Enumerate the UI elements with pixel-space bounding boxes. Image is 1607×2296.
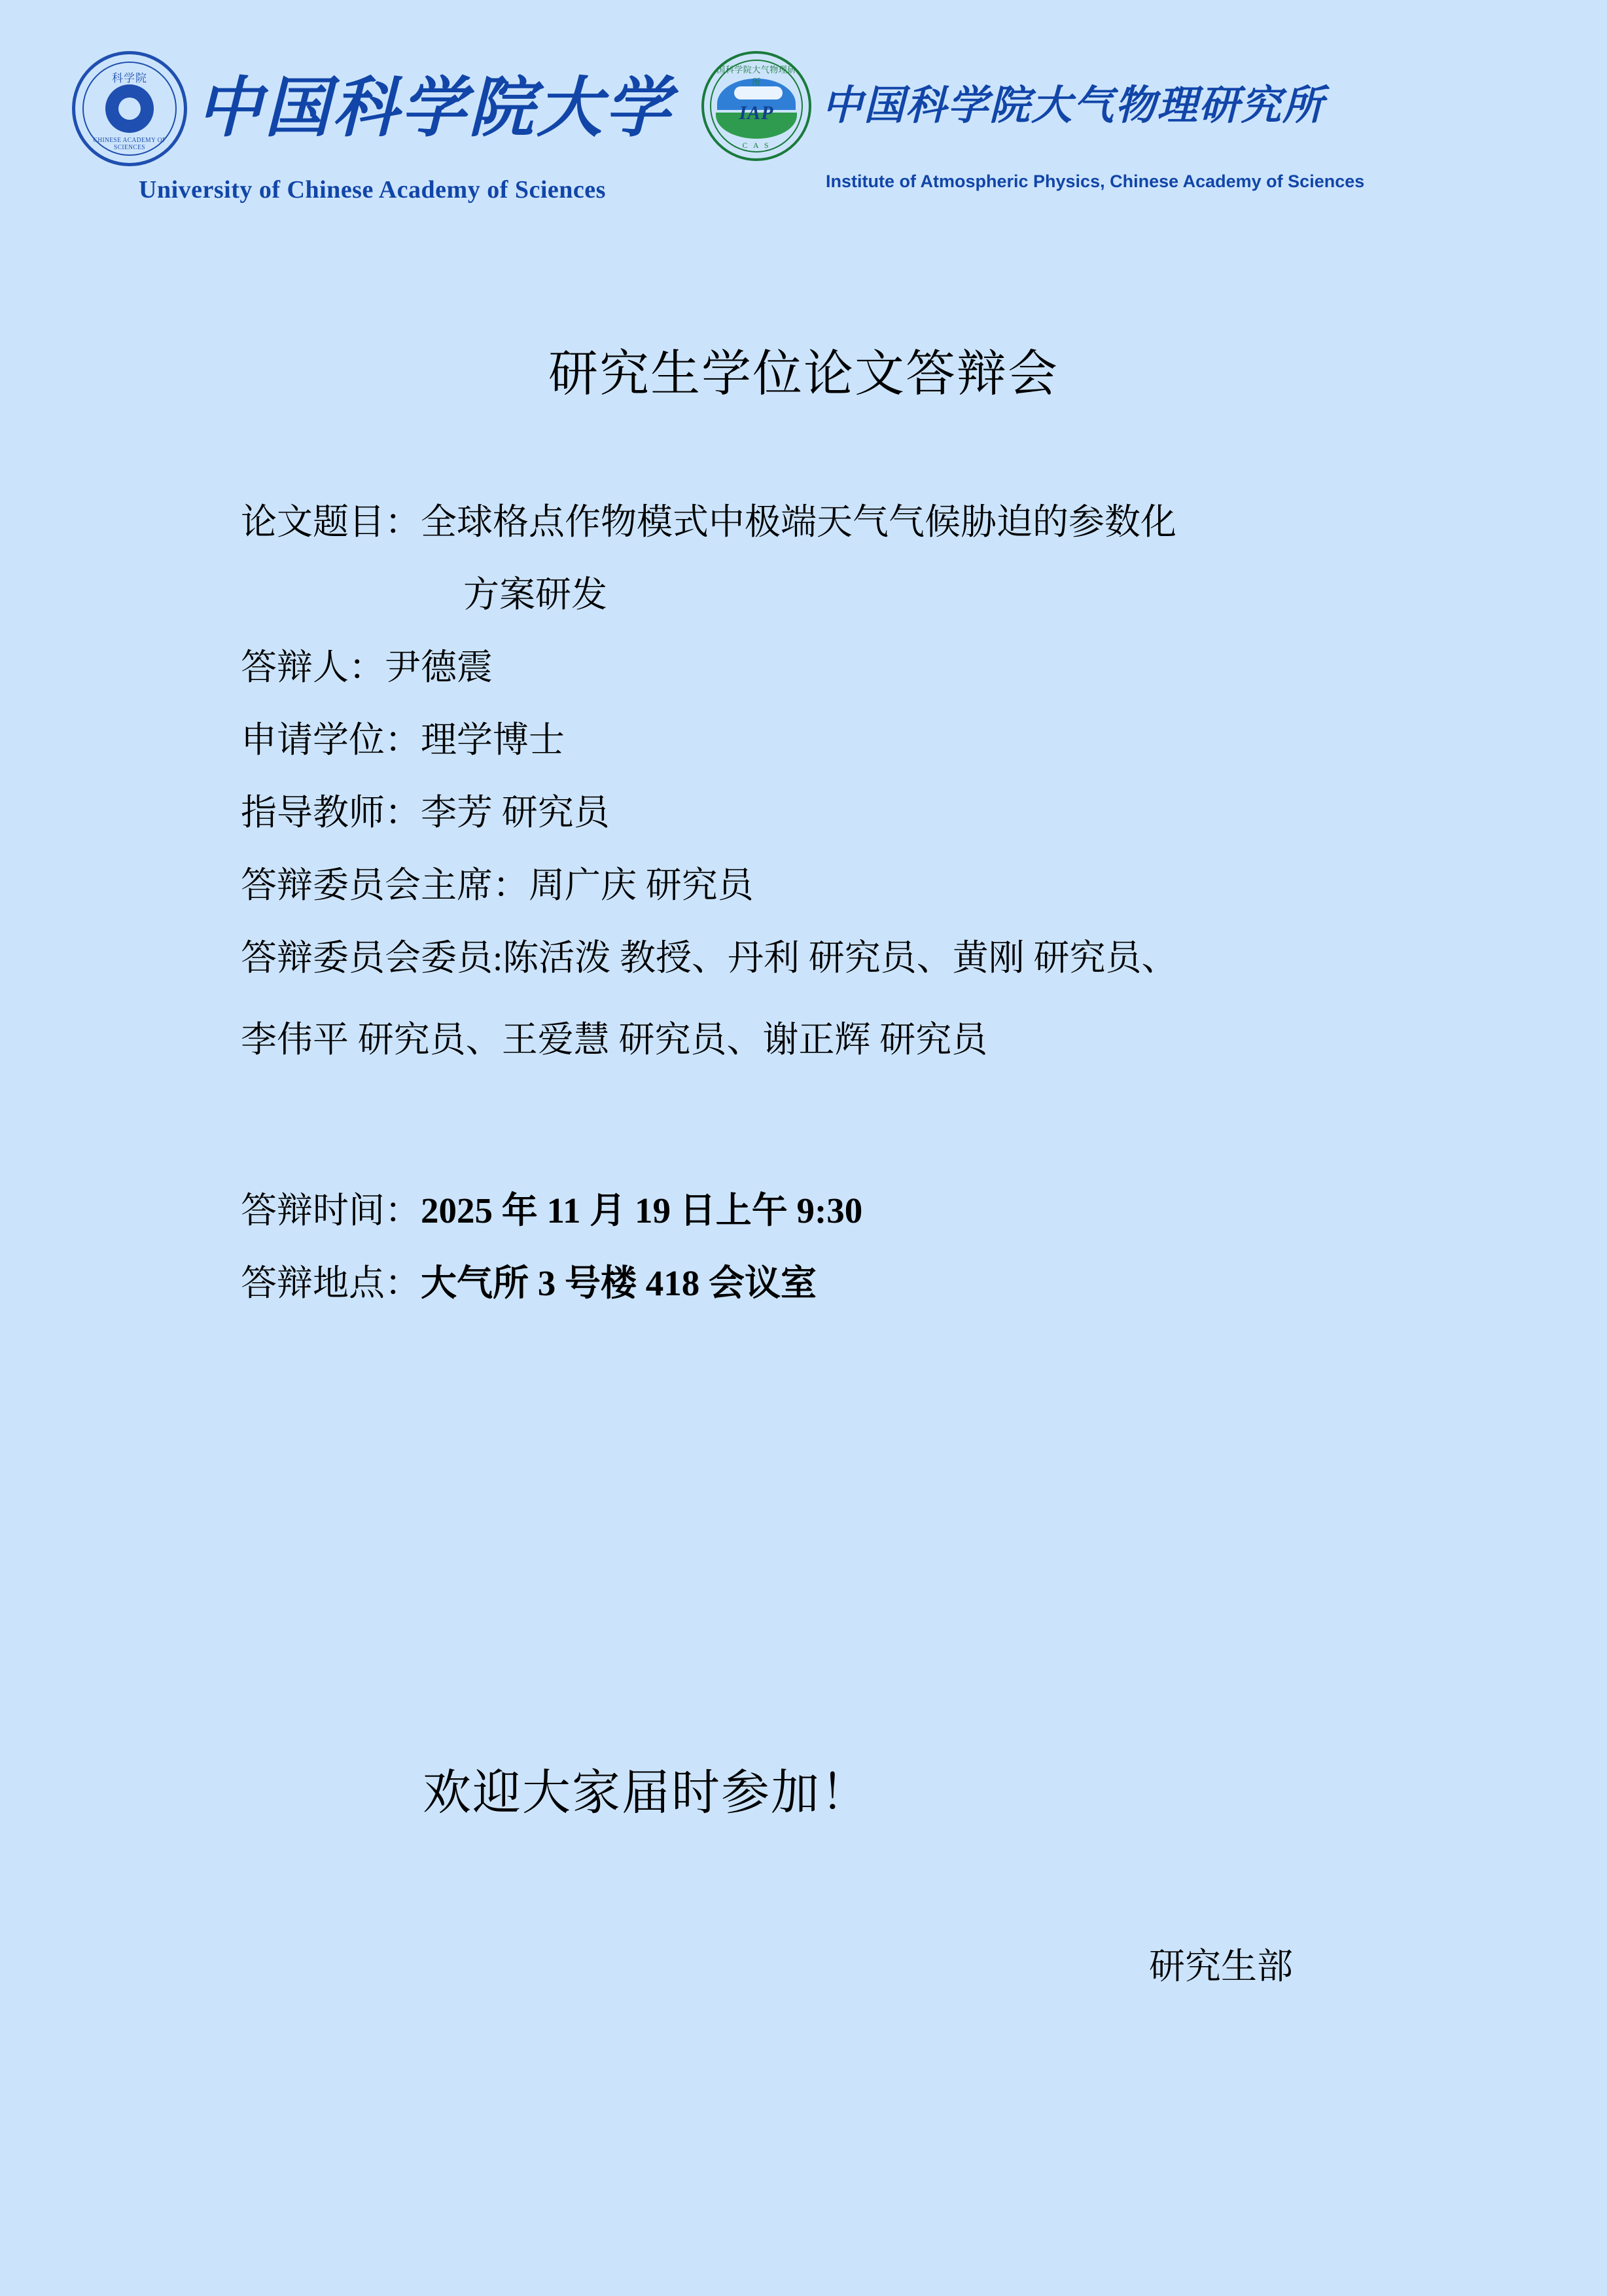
committee-members-line-1: 答辩委员会委员:陈活泼 教授、丹利 研究员、黄刚 研究员、	[241, 938, 1178, 978]
body-spacer	[241, 1094, 1419, 1193]
announcement-body	[241, 504, 1419, 1338]
defense-time-line	[241, 1193, 1419, 1229]
iap-seal-top-text: 中国科学院大气物理研究所	[707, 65, 805, 87]
iap-seal-mid-text: IAP	[739, 102, 774, 124]
iap-name-cn: 中国科学院大气物理研究所	[822, 84, 1325, 128]
thesis-title-text-1: 全球格点作物模式中极端天气气候胁迫的参数化	[421, 502, 1177, 542]
iap-name-en: Institute of Atmospheric Physics, Chinese Academy of Sciences	[826, 171, 1365, 191]
iap-seal-icon	[701, 51, 811, 161]
committee-members-line-2: 李伟平 研究员、王爱慧 研究员、谢正辉 研究员	[241, 1020, 988, 1060]
iap-land-shape-icon	[716, 113, 797, 139]
header-logos	[72, 51, 1564, 215]
iap-cloud-icon	[734, 86, 783, 99]
ucas-seal-core-icon	[105, 84, 154, 133]
signature-line: 研究生部	[1148, 1946, 1293, 1986]
iap-sky-shape-icon	[717, 79, 796, 110]
supervisor-line: 指导教师：李芳 研究员	[241, 793, 610, 833]
defense-place-line	[241, 1265, 1419, 1301]
ucas-name-cn: 中国科学院大学	[196, 72, 673, 145]
ucas-seal-top-text: 科学院	[112, 72, 147, 84]
thesis-label: 论文题目：	[241, 502, 421, 542]
thesis-title-line-1	[241, 504, 1419, 540]
thesis-title-line-2: 方案研发	[463, 575, 608, 615]
defense-place-value: 大气所 3 号楼 418 会议室	[421, 1263, 817, 1303]
ucas-logo-block	[72, 51, 673, 204]
welcome-text: 欢迎大家届时参加！	[423, 1765, 870, 1820]
defense-place-label: 答辩地点：	[241, 1263, 421, 1303]
defense-time-value: 2025 年 11 月 19 日上午 9:30	[421, 1191, 863, 1230]
ucas-seal-icon	[72, 51, 187, 166]
defense-time-label: 答辩时间：	[241, 1191, 421, 1230]
ucas-name-en: University of Chinese Academy of Sciences	[139, 176, 606, 204]
welcome-line	[0, 1754, 1607, 1823]
iap-logo-row	[701, 51, 1324, 161]
ucas-seal-bottom-text: CHINESE ACADEMY OF SCIENCES	[93, 137, 166, 151]
degree-line: 申请学位：理学博士	[241, 720, 565, 760]
committee-chair-line: 答辩委员会主席：周广庆 研究员	[241, 865, 754, 905]
iap-logo-block	[701, 51, 1364, 192]
page-title: 研究生学位论文答辩会	[548, 346, 1059, 402]
ucas-logo-row	[72, 51, 673, 166]
defender-line: 答辩人：尹德震	[241, 647, 493, 687]
iap-seal-bottom-text: C A S	[742, 141, 771, 150]
